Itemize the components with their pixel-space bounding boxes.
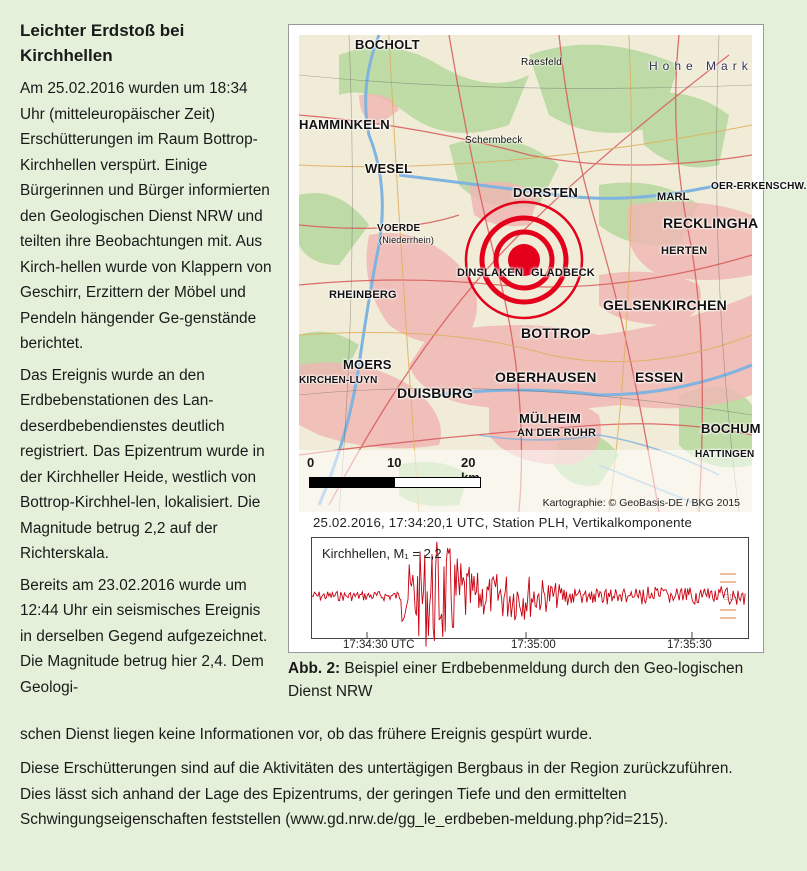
time-label-2: 17:35:30 [667,639,712,651]
place-bocholt: BOCHOLT [355,37,420,52]
place-an-der-ruhr: AN DER RUHR [517,427,597,439]
time-label-0: 17:34:30 UTC [343,639,415,651]
place-rheinberg: RHEINBERG [329,289,397,301]
place-moers: MOERS [343,357,392,372]
scale-tick-0: 0 [307,455,315,470]
article-heading: Leichter Erdstoß bei Kirchhellen [20,21,185,65]
seismogram-label: Kirchhellen, M₁ = 2,2 [322,546,442,561]
place-muelheim: MÜLHEIM [519,411,582,426]
scale-bar [309,477,481,488]
place-essen: ESSEN [635,369,684,385]
place-marl: MARL [657,191,690,203]
time-label-1: 17:35:00 [511,639,556,651]
place-herten: HERTEN [661,245,708,257]
scale-tick-10: 10 [387,455,402,470]
place-voerde-sub: (Niederrhein) [379,235,435,245]
place-hattingen: HATTINGEN [695,449,755,460]
place-oer-erkenschwick: OER-ERKENSCHW. [711,181,807,192]
place-gelsenkirchen: GELSENKIRCHEN [603,297,727,313]
place-raesfeld: Raesfeld [521,57,563,68]
epicenter-marker [466,202,582,318]
seismogram-plot [311,537,749,639]
paragraph-2: Das Ereignis wurde an den Erdbebenstationen des Lan-deserdbebendienstes deutlich registriert. Das Epizentrum wurde in der Kirchheller Heide, westlich von Bottrop-Kirchhel-len, lokalisiert. Die Magnitude betrug 2,2 auf der Richterskala. [20,366,265,562]
figure-box [288,24,807,653]
paragraph-1: Am 25.02.2016 wurden um 18:34 Uhr (mitteleuropäischer Zeit) Erschütterungen im Raum Bottrop-Kirchhellen verspürt. Einige Bürgerinnen und Bürger informierten den Geologischen Dienst NRW und teilten ihre Beobachtungen mit. Aus Kirch-hellen wurde von Klappern von Geschirr, Erzittern der Möbel und Pendeln hängender Ge-genstände berichtet. [20,80,272,352]
svg-text:GD: GD [723,593,735,602]
place-kirchen-luyn: KIRCHEN-LUYN [299,375,378,386]
place-schermbeck: Schermbeck [465,135,523,146]
seismogram-header: 25.02.2016, 17:34:20,1 UTC, Station PLH, Vertikalkomponente [313,515,693,530]
figure-caption [288,657,758,703]
place-oberhausen: OBERHAUSEN [495,369,597,385]
place-gladbeck: GLADBECK [531,267,595,279]
map-background [299,35,755,512]
place-voerde: VOERDE [377,223,421,234]
place-bochum: BOCHUM [701,421,761,436]
map-scale-bar [309,455,489,515]
place-recklinghausen: RECKLINGHA [663,215,759,231]
paragraph-4: Diese Erschütterungen sind auf die Aktivitäten des untertägigen Bergbaus in der Region zurückzuführen. Dies lässt sich anhand der Lage des Epizentrums, der geringen Tiefe und den ermittelten Schwingungseigenschaften feststellen (www.gd.nrw.de/gg_le_erdbeben-meldung.php?id=215). [20,760,733,828]
earthquake-map [299,35,807,512]
place-duisburg: DUISBURG [397,385,474,401]
article-column [20,18,272,706]
place-bottrop: BOTTROP [521,325,591,341]
place-dinslaken: DINSLAKEN [457,267,523,279]
scale-tick-20: 20 [461,455,476,470]
place-dorsten: DORSTEN [513,185,578,200]
paragraph-3-end: schen Dienst liegen keine Informationen vor, ob das frühere Ereignis gespürt wurde. [20,726,593,743]
caption-label: Abb. 2: [288,660,341,677]
place-wesel: WESEL [365,161,413,176]
caption-text: Beispiel einer Erdbebenmeldung durch den Geo-logischen Dienst NRW [288,660,744,700]
place-hamminkeln: HAMMINKELN [299,117,390,132]
place-hohe-mark: Hohe Mark [649,59,753,73]
map-credit: Kartographie: © GeoBasis-DE / BKG 2015 [542,497,740,509]
paragraph-3-start: Bereits am 23.02.2016 wurde um 12:44 Uhr ein seismisches Ereignis in derselben Gegend aufgezeichnet. Die Magnitude betrug hier 2,4. Dem Geologi- [20,576,268,696]
